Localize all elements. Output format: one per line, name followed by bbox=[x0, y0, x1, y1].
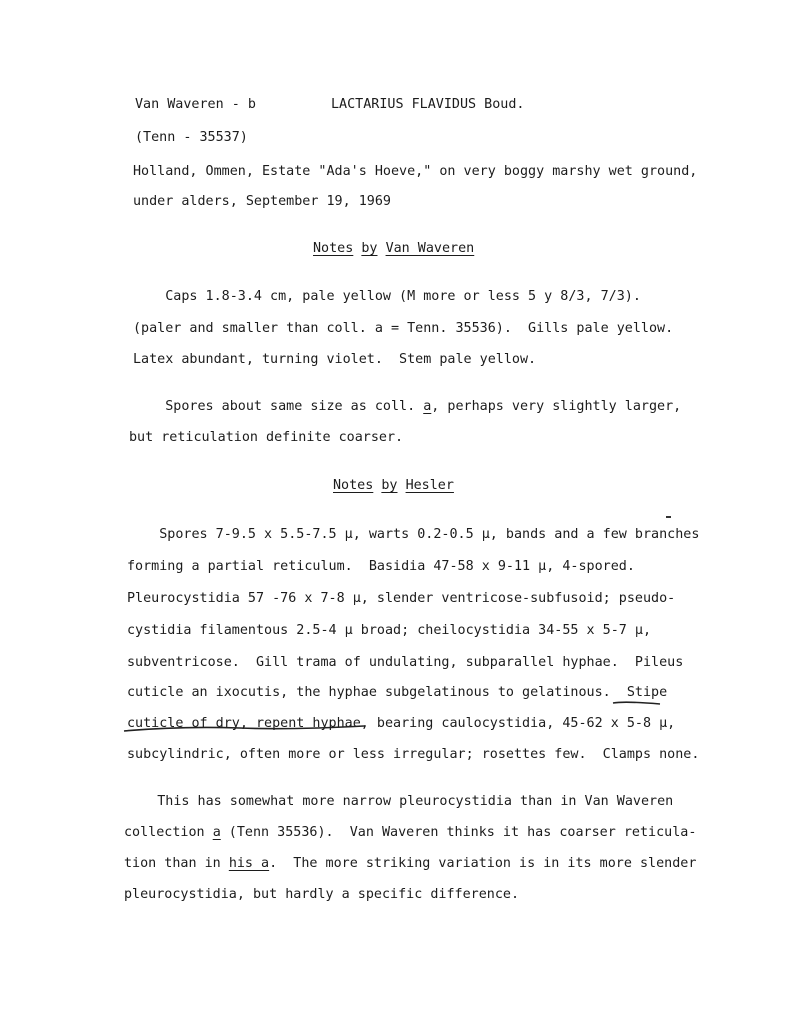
summary-text-c: (Tenn 35536). Van Waveren thinks it has coarser reticula- bbox=[220, 825, 697, 840]
heading-by-2: by bbox=[381, 478, 398, 493]
hesler-line-4: cystidia filamentous 2.5-4 μ broad; cheilocystidia 34-55 x 5-7 μ, bbox=[127, 623, 652, 638]
underline-cuticle bbox=[124, 726, 364, 731]
locality-line-1: Holland, Ommen, Estate "Ada's Hoeve," on very boggy marshy wet ground, bbox=[133, 164, 698, 179]
section-heading-hesler bbox=[333, 477, 454, 495]
summary-line-1: This has somewhat more narrow pleurocystidia than in Van Waveren bbox=[125, 794, 674, 809]
accession-number: (Tenn - 35537) bbox=[135, 130, 248, 145]
summary-line-4: pleurocystidia, but hardly a specific difference. bbox=[124, 887, 520, 902]
hesler-line-8: subcylindric, often more or less irregular; rosettes few. Clamps none. bbox=[127, 747, 700, 762]
heading-name-2: Hesler bbox=[405, 478, 454, 493]
section-heading-van-waveren bbox=[313, 240, 474, 258]
vw-para1-line2: (paler and smaller than coll. a = Tenn. 35536). Gills pale yellow. bbox=[133, 321, 674, 336]
hesler-line-1: Spores 7-9.5 x 5.5-7.5 μ, warts 0.2-0.5 μ, bands and a few branches bbox=[127, 527, 700, 542]
vw-para2-line2: but reticulation definite coarser. bbox=[129, 430, 404, 445]
locality-line-2: under alders, September 19, 1969 bbox=[133, 194, 391, 209]
summary-coll-a: a bbox=[212, 825, 221, 840]
summary-text-a: collection bbox=[124, 825, 213, 840]
vw-para1-line1: Caps 1.8-3.4 cm, pale yellow (M more or less 5 y 8/3, 7/3). bbox=[133, 289, 641, 304]
heading-notes: Notes bbox=[313, 241, 354, 256]
summary-text-f: . The more striking variation is in its more slender bbox=[269, 856, 697, 871]
hesler-line-2: forming a partial reticulum. Basidia 47-58 x 9-11 μ, 4-spored. bbox=[127, 559, 635, 574]
vw-para2-text-c: , perhaps very slightly larger, bbox=[431, 399, 682, 414]
hesler-line-7: cuticle of dry, repent hyphae, bearing caulocystidia, 45-62 x 5-8 μ, bbox=[127, 716, 676, 731]
vw-para1-line3: Latex abundant, turning violet. Stem pale yellow. bbox=[133, 352, 537, 367]
summary-line-3 bbox=[124, 855, 696, 873]
heading-notes-2: Notes bbox=[333, 478, 374, 493]
vw-para2-text-a: Spores about same size as coll. bbox=[133, 399, 424, 414]
hesler-line-3: Pleurocystidia 57 -76 x 7-8 μ, slender ventricose-subfusoid; pseudo- bbox=[127, 591, 676, 606]
vw-para2-coll-a: a bbox=[423, 399, 432, 414]
summary-text-d: tion than in bbox=[124, 856, 229, 871]
heading-by: by bbox=[361, 241, 378, 256]
vw-para2-line1 bbox=[133, 398, 681, 416]
summary-line-2 bbox=[124, 824, 696, 842]
hesler-line-6: cuticle an ixocutis, the hyphae subgelatinous to gelatinous. Stipe bbox=[127, 685, 668, 700]
species-title: LACTARIUS FLAVIDUS Boud. bbox=[331, 97, 525, 112]
underline-stipe bbox=[613, 702, 660, 704]
summary-his-a: his a bbox=[228, 856, 270, 871]
heading-name: Van Waveren bbox=[385, 241, 475, 256]
handwritten-underline bbox=[120, 695, 680, 745]
ink-speck bbox=[666, 516, 671, 518]
hesler-line-5: subventricose. Gill trama of undulating, subparallel hyphae. Pileus bbox=[127, 655, 684, 670]
collection-label: Van Waveren - b bbox=[135, 97, 256, 112]
